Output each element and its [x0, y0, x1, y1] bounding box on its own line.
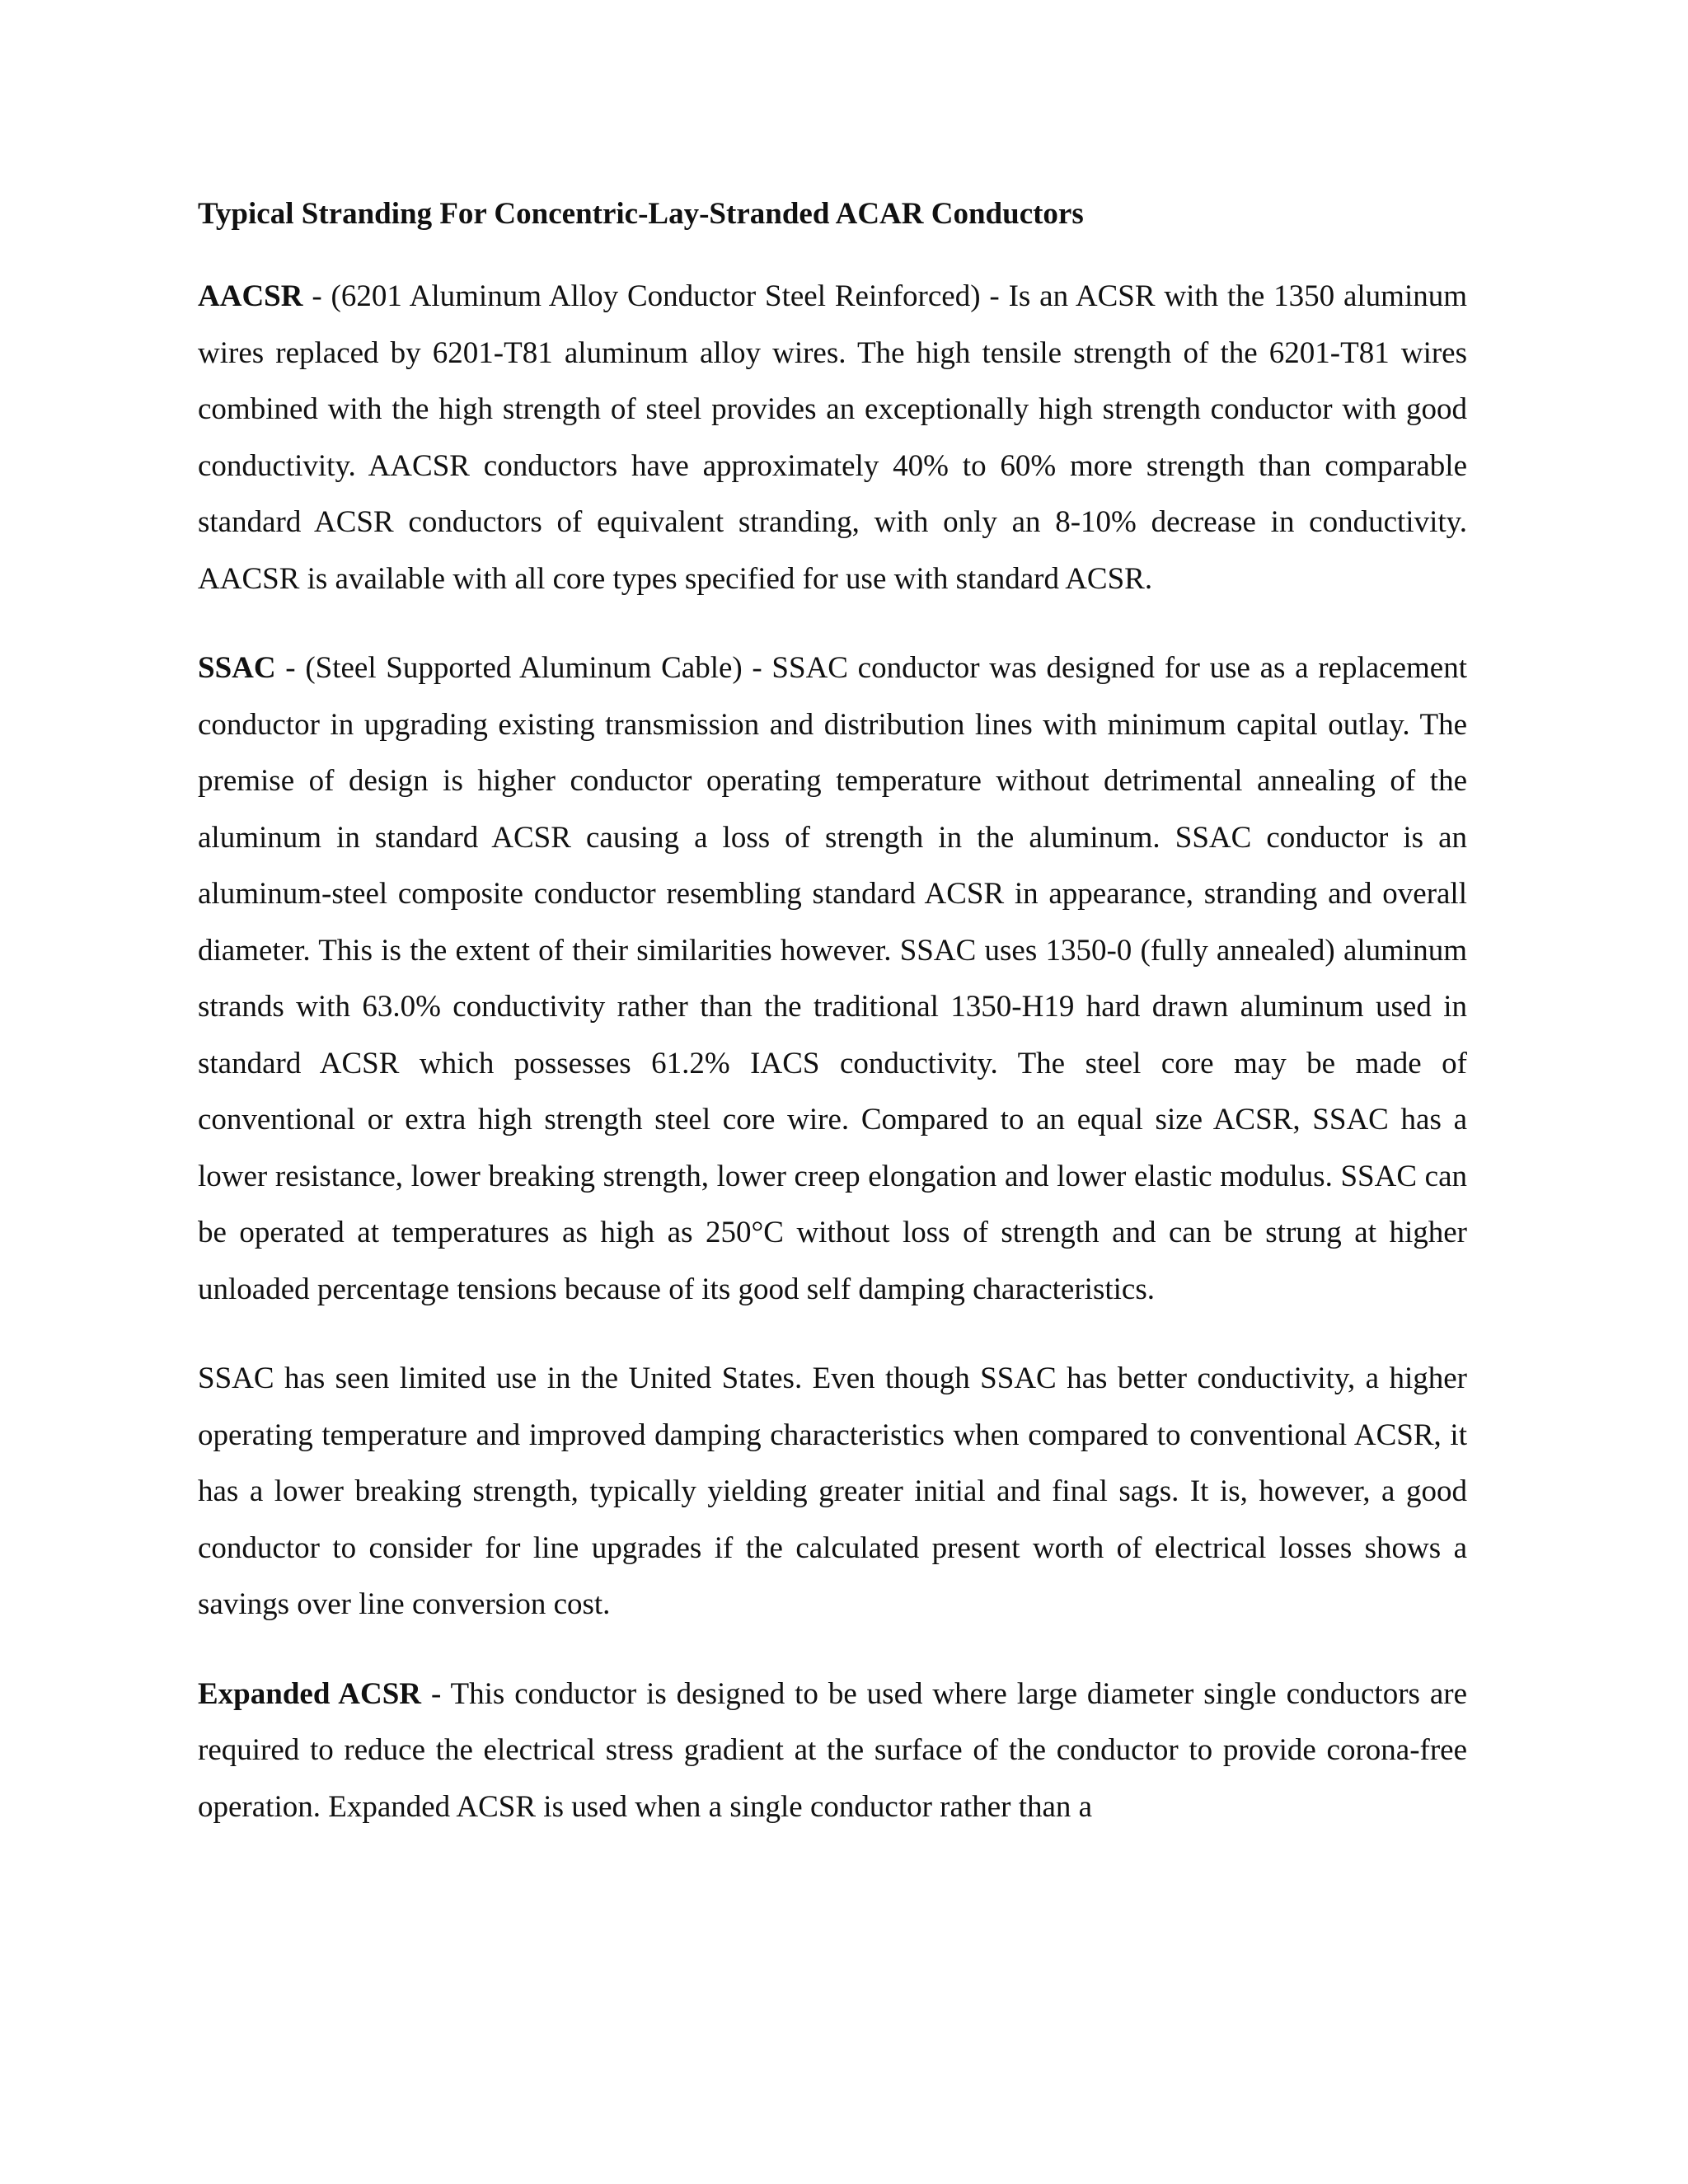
term-ssac: SSAC	[198, 651, 276, 685]
paragraph-expanded-acsr-text: - This conductor is designed to be used where large diameter single conductors are required to reduce the electrical stress gradient at the surface of the conductor to provide corona-free operation. Expanded ACSR is used when a single conductor rather than a	[198, 1676, 1467, 1824]
document-body	[198, 186, 1467, 1868]
paragraph-ssac	[198, 640, 1467, 1318]
paragraph-ssac-usage	[198, 1351, 1467, 1633]
paragraph-ssac-text: - (Steel Supported Aluminum Cable) - SSAC conductor was designed for use as a replacement conductor in upgrading existing transmission and distribution lines with minimum capital outlay. The premise of design is higher conductor operating temperature without detrimental annealing of the aluminum in standard ACSR causing a loss of strength in the aluminum. SSAC conductor is an aluminum-steel composite conductor resembling standard ACSR in appearance, stranding and overall diameter. This is the extent of their similarities however. SSAC uses 1350-0 (fully annealed) aluminum strands with 63.0% conductivity rather than the traditional 1350-H19 hard drawn aluminum used in standard ACSR which possesses 61.2% IACS conductivity. The steel core may be made of conventional or extra high strength steel core wire. Compared to an equal size ACSR, SSAC has a lower resistance, lower breaking strength, lower creep elongation and lower elastic modulus. SSAC can be operated at temperatures as high as 250°C without loss of strength and can be strung at higher unloaded percentage tensions because of its good self damping characteristics.	[198, 651, 1467, 1306]
term-aacsr: AACSR	[198, 279, 303, 313]
paragraph-aacsr	[198, 269, 1467, 607]
paragraph-ssac-usage-text: SSAC has seen limited use in the United States. Even though SSAC has better conductivity, a higher operating temperature and improved damping characteristics when compared to conventional ACSR, it has a lower breaking strength, typically yielding greater initial and final sags. It is, however, a good conductor to consider for line upgrades if the calculated present worth of electrical losses shows a savings over line conversion cost.	[198, 1361, 1467, 1621]
term-expanded-acsr: Expanded ACSR	[198, 1676, 422, 1711]
document-title: Typical Stranding For Concentric-Lay-Stranded ACAR Conductors	[198, 197, 1084, 231]
paragraph-expanded-acsr	[198, 1666, 1467, 1836]
paragraph-aacsr-text: - (6201 Aluminum Alloy Conductor Steel Reinforced) - Is an ACSR with the 1350 aluminum wires replaced by 6201-T81 aluminum alloy wires. The high tensile strength of the 6201-T81 wires combined with the high strength of steel provides an exceptionally high strength conductor with good conductivity. AACSR conductors have approximately 40% to 60% more strength than comparable standard ACSR conductors of equivalent stranding, with only an 8-10% decrease in conductivity. AACSR is available with all core types specified for use with standard ACSR.	[198, 279, 1467, 596]
